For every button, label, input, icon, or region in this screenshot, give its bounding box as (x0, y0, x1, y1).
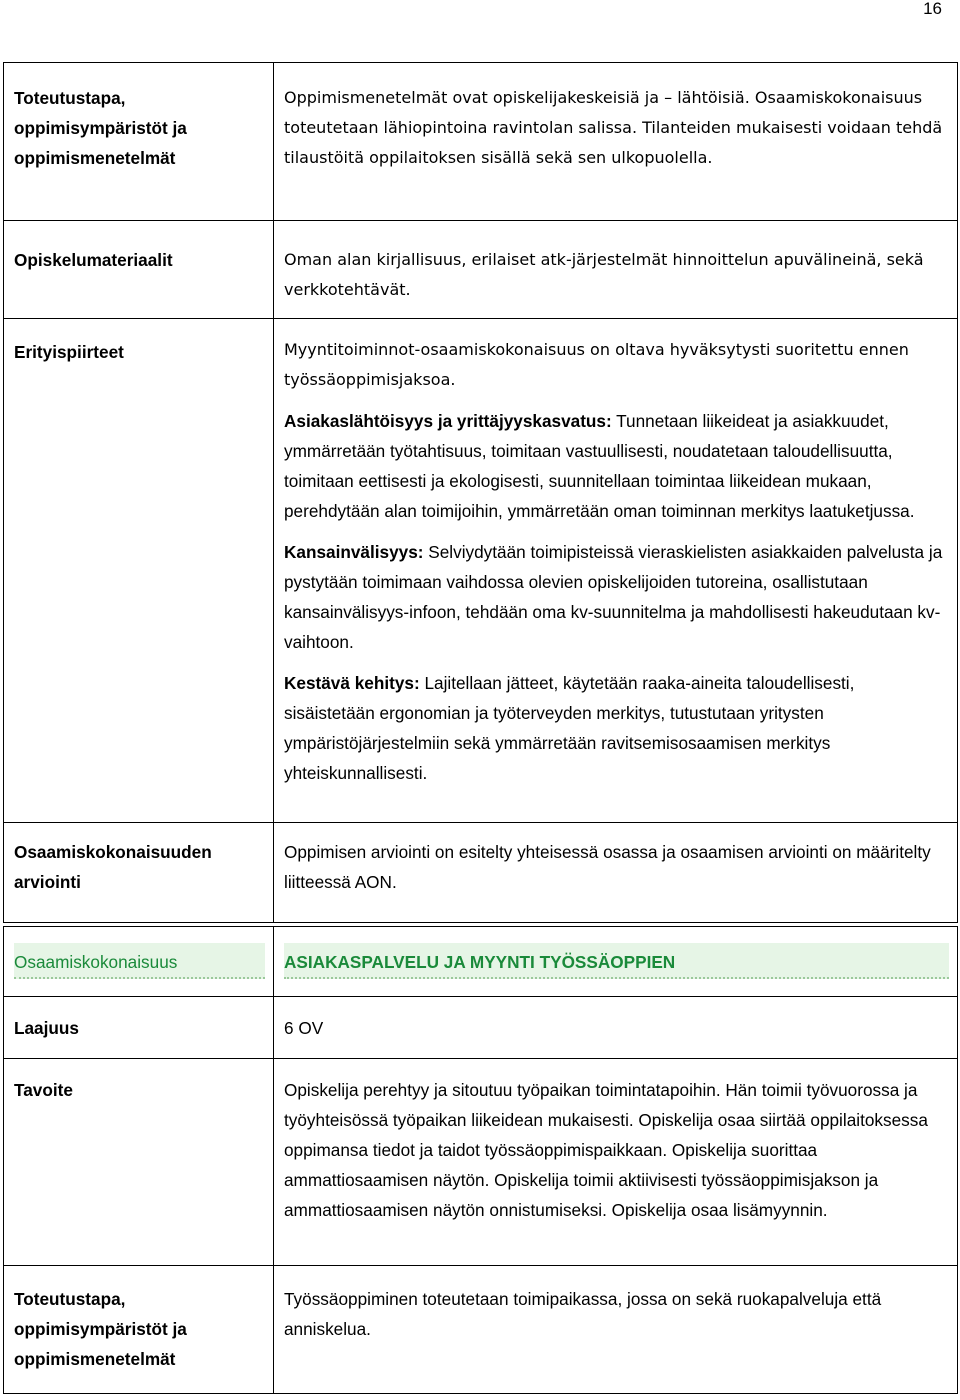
table-row (4, 997, 958, 1059)
arviointi-label: Osaamiskokonaisuuden arviointi (4, 823, 274, 923)
table-row (4, 221, 958, 319)
asiakaslahtoisyys-paragraph (284, 406, 949, 526)
kestava-kehitys-text: Lajitellaan jätteet, käytetään raaka-aineita taloudellisesti, sisäistetään ergonomian ja työterveyden merkitys, tutustutaan yritysten ympäristöjärjestelmiin sekä ymmärretään ravitsemisosaamisen merkitys yhteiskunnallisesti. (284, 673, 855, 783)
asiakaslahtoisyys-heading: Asiakaslähtöisyys ja yrittäjyyskasvatus: (284, 411, 612, 431)
table-row (4, 927, 958, 997)
toteutustapa-text: Oppimismenetelmät ovat opiskelijakeskeisiä ja – lähtöisiä. Osaamiskokonaisuus toteutetaan lähiopintoina ravintolan salissa. Tilanteiden mukaisesti voidaan tehdä tilaustöitä oppilaitoksen sisällä sekä sen ulkopuolella. (274, 63, 958, 221)
erityispiirteet-label: Erityispiirteet (4, 319, 274, 823)
toteutustapa-label-2: Toteutustapa, oppimisympäristöt ja oppimismenetelmät (4, 1266, 274, 1394)
table-row (4, 1266, 958, 1394)
osaamiskokonaisuus-title: ASIAKASPALVELU JA MYYNTI TYÖSSÄOPPIEN (284, 943, 949, 979)
tavoite-label: Tavoite (4, 1059, 274, 1266)
table-row (4, 823, 958, 923)
page-number: 16 (923, 0, 942, 18)
kansainvalisyys-text: Selviydytään toimipisteissä vieraskielisten asiakkaiden palvelusta ja pystytään toimimaan vaihdossa olevien opiskelijoiden tutoreina, osallistutaan kansainvälisyys-infoon, tehdään oma kv-suunnitelma ja mahdollisesti hakeudutaan kv-vaihtoon. (284, 542, 943, 652)
table-row (4, 63, 958, 221)
asiakaslahtoisyys-text: Tunnetaan liikeideat ja asiakkuudet, ymmärretään työtahtisuus, toimitaan vastuullisesti, noudatetaan taloudellisuutta, toimitaan eettisesti ja ekologisesti, suunnitellaan toimintaa liikeidean mukaan, perehdytään alan toimijoihin, ymmärretään oman toiminnan merkitys laatuketjussa. (284, 411, 915, 521)
tavoite-text: Opiskelija perehtyy ja sitoutuu työpaikan toimintatapoihin. Hän toimii työvuorossa ja työyhteisössä työpaikan liikeidean mukaisesti. Opiskelija osaa siirtää oppilaitoksessa oppimansa tiedot ja taidot työssäoppimispaikkaan. Opiskelija suorittaa ammattiosaamisen näytön. Opiskelija toimii aktiivisesti työssäoppimisjakson ja ammattiosaamisen näytön onnistumiseksi. Opiskelija osaa lisämyynnin. (274, 1059, 958, 1266)
erityispiirteet-intro: Myyntitoiminnot-osaamiskokonaisuus on oltava hyväksytysti suoritettu ennen työssäoppimisjaksoa. (284, 340, 909, 389)
erityispiirteet-content (274, 319, 958, 823)
module-summary-table (3, 926, 958, 1394)
toteutustapa-text-2: Työssäoppiminen toteutetaan toimipaikassa, jossa on sekä ruokapalveluja että anniskelua. (274, 1266, 958, 1394)
kestava-kehitys-heading: Kestävä kehitys: (284, 673, 420, 693)
table-row (4, 1059, 958, 1266)
osaamiskokonaisuus-label-cell (4, 927, 274, 997)
module-details-table (3, 62, 958, 923)
arviointi-text: Oppimisen arviointi on esitelty yhteisessä osassa ja osaamisen arviointi on määritelty liitteessä AON. (274, 823, 958, 923)
kansainvalisyys-paragraph (284, 537, 949, 657)
laajuus-value: 6 OV (274, 997, 958, 1059)
laajuus-label: Laajuus (4, 997, 274, 1059)
kestava-kehitys-paragraph (284, 668, 949, 788)
table-row (4, 319, 958, 823)
osaamiskokonaisuus-title-cell (274, 927, 958, 997)
materiaalit-text: Oman alan kirjallisuus, erilaiset atk-järjestelmät hinnoittelun apuvälineinä, sekä verkkotehtävät. (274, 221, 958, 319)
osaamiskokonaisuus-label: Osaamiskokonaisuus (14, 943, 265, 979)
materiaalit-label: Opiskelumateriaalit (4, 221, 274, 319)
kansainvalisyys-heading: Kansainvälisyys: (284, 542, 424, 562)
toteutustapa-label: Toteutustapa, oppimisympäristöt ja oppimismenetelmät (4, 63, 274, 221)
